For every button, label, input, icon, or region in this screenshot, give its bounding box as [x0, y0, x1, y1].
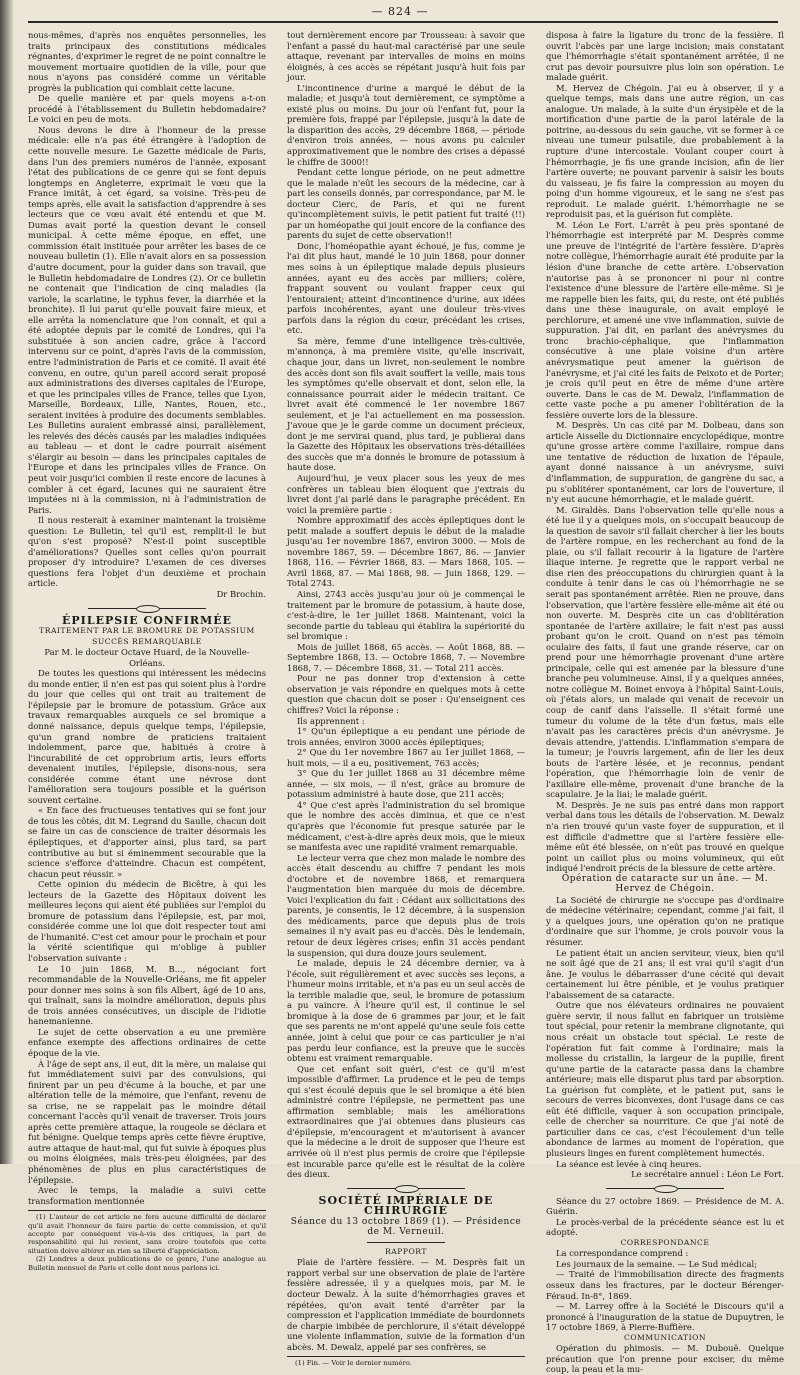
section-label: CORRESPONDANCE [620, 1237, 710, 1247]
paragraph: Il nous resterait à examiner maintenant la troisième question: Le Bulletin, tel qu'il est, remplit-il le but qu'on s'est proposé? N'est-il point susceptible d'améliorations? Quelles sont celles qu'on pourrait proposer d'y introduire? L'examen de ces diverses questions fera l'objet d'un deuxième et prochain article. [28, 515, 266, 589]
paragraph: Nombre approximatif des accès épileptiques dont le petit malade a souffert depuis le début de la maladie jusqu'au 1er novembre 1867, environ 3000. — Mois de novembre 1867, 59. — Décembre 1867, 86. — Janvier 1868, 116. — Février 1868, 83. — Mars 1868, 105. — Avril 1868, 87. — Mai 1868, 98. — Juin 1868, 129. — Total 2743. [287, 515, 525, 589]
ornament-divider [287, 1184, 525, 1192]
section-title: SOCIÉTÉ IMPÉRIALE DE CHIRURGIE [318, 1193, 494, 1218]
byline: Par M. le docteur Octave Huard, de la Nouvelle-Orléans. [44, 647, 250, 668]
paragraph: L'incontinence d'urine a marqué le début de la maladie; et jusqu'à tout dernièrement, ce symptôme a existé plus ou moins. Du jour où l'enfant fut, pour la première fois, frappé par l'épilepsie, jusqu'à la date de la disparition des accès, 29 décembre 1868, — période d'environ trois années, — nous avons pu calculer approximativement que le nombre des crises a dépassé le chiffre de 3000!! [287, 82, 525, 167]
paragraph: Pour ne pas donner trop d'extension à cette observation je vais répondre en quelques mots à cette question que chacun doit se poser : Qu'enseignent ces chiffres? Voici la réponse : [287, 673, 525, 715]
ornament-divider [546, 1184, 784, 1192]
paragraph: Pendant cette longue période, on ne peut admettre que le malade n'eût les secours de la médecine, car à part les conseils donnés, par correspondance, par M. le docteur Cierc, de Paris, et qui ne furent qu'incomplètement suivis, le petit patient fut traité (!!) par un homéopathe qui jouit encore de la confiance des parents du sujet de cette observation!! [287, 167, 525, 241]
paragraph: De toutes les questions qui intéressent les médecins du monde entier, il n'en est pas qui soient plus à l'ordre du jour que celles qui ont trait au traitement de l'épilepsie par le bromure de potassium. Grâce aux travaux remarquables auxquels ce sel bromique a donné naissance, depuis quelque temps, l'épilepsie, qu'un grand nombre de praticiens traitaient indolemment, parce que, habitués à croire à l'incurabilité de cet opprobrium artis, leurs efforts devenaient inutiles, l'épilepsie, disons-nous, sera considérée comme étant une névrose dont l'amélioration sera toujours possible et la guérison souvent certaine. [28, 668, 266, 805]
paragraph: Les journaux de la semaine. — Le Sud médical; [556, 1258, 758, 1269]
paragraph: 3° Que du 1er juillet 1868 au 31 décembre même année, — six mois, — il n'est, grâce au bromure de potassium administré à haute dose, que 211 accès; [287, 768, 525, 800]
section-label: RAPPORT [385, 1246, 427, 1256]
paragraph: M. Hervez de Chégoin. J'ai eu à observer, il y a quelque temps, mais dans une autre région, un cas analogue. Un malade, à la suite d'un érysipèle et de la mortification d'une partie de la paroi latérale de la poitrine, au-dessous du sein gauche, vit se former à ce niveau une tumeur pulsatile, due probablement à la rupture d'une intercostale. Voulant couper court à l'hémorrhagie, je fis une grande incision, afin de lier l'artère ouverte; ne pouvant parvenir à saisir les bouts du vaisseau, je fis faire la compression au moyen du poing d'un homme vigoureux, et le sang ne s'est pas reproduit. Le malade guérit. L'hémorrhagie ne se reproduisit pas, et la guérison fut complète. [546, 82, 784, 220]
paragraph: 4° Que c'est après l'administration du sel bromique que le nombre des accès diminua, et que ce n'est qu'après que l'économie fut presque saturée par le médicament, c'est-à-dire après deux mois, que le mieux se manifesta avec une rapidité vraiment remarquable. [287, 799, 525, 853]
paragraph: Séance du 27 octobre 1869. — Présidence de M. A. Guérin. [546, 1195, 784, 1217]
footnote: (1) Fin. — Voir le dernier numéro. [295, 1359, 412, 1368]
paragraph: Sa mère, femme d'une intelligence très-cultivée, m'annonça, à ma première visite, qu'elle inscrivait, chaque jour, dans un livret, non-seulement le nombre des accès dont son fils avait souffert la veille, mais tous les symptômes qu'elle observait et dont, selon elle, la connaissance pourrait aider le médecin traitant. Ce livret avait été commencé le 1er novembre 1867 seulement, et je l'ai actuellement en ma possession. J'avoue que je le garde comme un document précieux, dont je me servirai quand, plus tard, je publierai dans la Gazette des Hôpitaux les observations très-détaillées des succès que m'a donnés le bromure de potassium à haute dose. [287, 335, 525, 473]
page-number: — 824 — [371, 5, 429, 18]
paragraph: La séance est levée à cinq heures. [556, 1158, 702, 1169]
paragraph: Avec le temps, la maladie a suivi cette transformation mentionnée [28, 1185, 266, 1206]
signature: Dr Brochin. [216, 588, 266, 599]
paragraph: M. Desprès. Un cas cité par M. Dolbeau, dans son article Aisselle du Dictionnaire encyclopédique, montre qu'une grosse artère comme l'axillaire, rompue dans une tentative de réduction de luxation de l'épaule, ayant donné naissance à un anévrysme, suivi d'inflammation, de suppuration, de gangrène du sac, a pu s'oblitérer spontanément, car lors de l'ouverture, il n'y eut aucune hémorrhagie, et le malade guérit. [546, 420, 784, 505]
paragraph: M. Giraldès. Dans l'observation telle qu'elle nous a été lue il y a quelques mois, on s'occupait beaucoup de la question de savoir s'il fallait chercher à lier les bouts de l'artère rompue, en les recherchant au fond de la plaie, ou s'il fallait recourir à la ligature de l'artère iliaque interne. Je regrette que le rapport verbal ne dise rien des préoccupations du chirurgien quant à la conduite à tenir dans le cas où l'hémorrhagie ne se serait pas spontanément arrêtée. Rien ne prouve, dans l'observation, que l'artère fessière elle-même ait été ou non ouverte. M. Desprès cite un cas d'oblitération spontanée de l'artère axillaire; le fait n'est pas aussi probant qu'on le croit. Quand on n'est pas témoin oculaire des faits, il faut une grande réserve, car on prend pour une hémorrhagie provenant d'une artère principale, celle qui est amenée par la blessure d'une branche peu volumineuse. Ainsi, il y a quelques années, notre collègue M. Boinet envoya à l'hôpital Saint-Louis, où j'étais alors, un malade qui venait de recevoir un coup de canif dans l'aisselle. Il s'était formé une tumeur du volume de la tête d'un fœtus, mais elle n'avait pas les caractères précis d'un anévrysme. Je devais attendre, j'attendis. L'inflammation s'empara de la tumeur; je l'ouvris largement, afin de lier les deux bouts de l'artère lésée, et je reconnus, pendant l'opération, que l'hémorrhagie loin de venir de l'axillaire elle-même, provenait d'une branche de la scapulaire. Je la liai; le malade guérit. [546, 504, 784, 800]
paragraph: La correspondance comprend : [556, 1248, 689, 1259]
paragraph: M. Léon Le Fort. L'arrêt à peu près spontané de l'hémorrhagie est interprété par M. Desprès comme une preuve de l'intégrité de l'artère fessière. D'après notre collègue, l'hémorrhagie aurait été produite par la lésion d'une branche de cette artère. L'observation n'autorise pas à se prononcer ni pour ni contre l'existence d'une blessure de l'artère elle-même. Si je me rappelle bien les faits, qui, du reste, ont été publiés dans une thèse inaugurale, on avait employé le perchlorure, et amené une vive inflammation, suivie de suppuration. J'ai dit, en parlant des anévrysmes du tronc brachio-céphalique, que l'inflammation consécutive à une plaie voisine d'un artère anévrysmatique peut amener la guérison de l'anévrysme, et j'ai cité les faits de Peixoto et de Porter; je crois qu'il peut en être de même d'une artère ouverte. Dans le cas de M. Dewalz, l'inflammation de cette vaste poche a pu amener l'oblitération de la fessière ouverte lors de la blessure. [546, 219, 784, 420]
article-subtitle: TRAITEMENT PAR LE BROMURE DE POTASSIUM [39, 626, 255, 636]
paragraph: Ils apprennent : [297, 715, 365, 726]
paragraph: Le lecteur verra que chez mon malade le nombre des accès était descendu au chiffre 7 pendant les mois d'octobre et de novembre 1868, et remarquera l'augmentation bien marquée du mois de décembre. Voici l'explication du fait : Cédant aux sollicitations des parents, je consentis, le 12 décembre, à la suspension des médicaments, parce que depuis plus de trois semaines il n'y avait pas eu d'accès. Dès le lendemain, retour de deux légères crises; enfin 31 accès pendant la suspension, qui dura douze jours seulement. [287, 852, 525, 958]
paragraph: Mois de juillet 1868, 65 accès. — Août 1868, 88. — Septembre 1868, 13. — Octobre 1868, 7. — Novembre 1868, 7. — Décembre 1868, 31. — Total 211 accès. [287, 641, 525, 673]
paragraph: Le malade, depuis le 24 décembre dernier, va à l'école, suit régulièrement et avec succès ses leçons, a l'humeur moins irritable, et n'a pas eu un seul accès de la terrible maladie que, seul, le bromure de potassium a pu vaincre. À l'heure qu'il est, il continue le sel bromique à la dose de 6 grammes par jour, et le fait que ses parents ne m'ont appelé qu'une seule fois cette année, joint à celui que pour ce cas particulier je n'ai pas perdu leur confiance, est la preuve que le succès obtenu est vraiment remarquable. [287, 958, 525, 1064]
paragraph: De quelle manière et par quels moyens a-t-on procédé à l'établissement du Bulletin hebdomadaire? Le voici en peu de mots. [28, 93, 266, 125]
paragraph: Le sujet de cette observation a eu une première enfance exempte des affections ordinaires de cette époque de la vie. [28, 1026, 266, 1058]
paragraph: 1° Qu'un épileptique a eu pendant une période de trois années, environ 3000 accès épileptiques; [287, 726, 525, 747]
paragraph: Plaie de l'artère fessière. — M. Desprès fait un rapport verbal sur une observation de plaie de l'artère fessière adressée, il y a quelques mois, par M. le docteur Dewalz. À la suite d'hémorrhagies graves et répétées, qu'on avait tenté d'arrêter par la compression et l'application immédiate de bourdonnets de charpie imbibée de perchlorure, il s'était développé une violente inflammation, suivie de la formation d'un abcès. M. Dewalz, appelé par ses confrères, se [287, 1257, 525, 1352]
paragraph: Le procès-verbal de la précédente séance est lu et adopté. [546, 1216, 784, 1238]
paragraph: Donc, l'homéopathie ayant échoué, je fus, comme je l'ai dit plus haut, mandé le 10 juin 1868, pour donner mes soins à un épileptique malade depuis plusieurs années, ayant eu des accès par milliers; colère, frappant souvent ou voulant frapper ceux qui l'entouraient; atteint d'incontinence d'urine, aux idées parfois incohérentes, ayant une douleur très-vives parfois dans la région du cœur, précédant les crises, etc. [287, 240, 525, 336]
paragraph: Aujourd'hui, je veux placer sous les yeux de mes confrères un tableau bien éloquent que j'extrais du livret dont j'ai parlé dans le paragraphe précédent. En voici la première partie : [287, 472, 525, 515]
article-title: ÉPILEPSIE CONFIRMÉE [62, 613, 232, 627]
section-label: COMMUNICATION [624, 1332, 706, 1342]
paragraph: Ainsi, 2743 accès jusqu'au jour où je commençai le traitement par le bromure de potassium, à haute dose, c'est-à-dire, le 1er juillet 1868. Maintenant, voici la seconde partie du tableau qui établira la supériorité du sel bromique : [287, 588, 525, 642]
paragraph: disposa à faire la ligature du tronc de la fessière. Il ouvrit l'abcès par une large incision; mais constatant que l'hémorrhagie s'était spontanément arrêtée, il ne crut pas devoir poursuivre plus loin son opération. Le malade guérit. [546, 30, 784, 83]
paragraph: Nous devons le dire à l'honneur de la presse médicale: elle n'a pas été étrangère à l'adoption de cette nouvelle mesure. Le Gazette médicale de Paris, dans l'un des premiers numéros de l'année, exposant l'état des publications de ce genre qui se font depuis longtemps en Angleterre, exprimait le vœu que la France imitât, à cet égard, sa voisine. Très-peu de temps après, elle avait la satisfaction d'apprendre à ses lecteurs que ce vœu avait été entendu et que M. Dumas avait porté la question devant le conseil municipal. À cette même époque, en effet, une commission était instituée pour arrêter les bases de ce nouveau bulletin (1). Elle n'avait alors en sa possession d'autre document, pour la guider dans son travail, que le Bulletin hebdomadaire de Londres (2). Or ce bulletin ne contenait que l'indication de cinq maladies (la variole, la scarlatine, le typhus fever, la diarrhée et la bronchite). Il lui parut qu'elle pouvait faire mieux, et elle arrêta la nomenclature que l'on connaît, et qui a été adoptée depuis par le comité de Londres, qui l'a substituée à son ancien cadre, grâce à l'accord intervenu sur ce point, d'après l'avis de la commission, entre l'administration de Paris et ce comité. Il avait été convenu, en outre, qu'un pareil accord serait proposé aux administrations des diverses capitales de l'Europe, et que les principales villes de France, telles que Lyon, Marseille, Bordeaux, Lille, Nantes, Rouen, etc., seraient invitées à produire des documents semblables. Les Bulletins auraient embrassé ainsi, parallèlement, les relevés des décès causés par les maladies indiquées au tableau — et dont le cadre pourrait aisément s'élargir au besoin — dans les principales capitales de l'Europe et dans les principales villes de France. On peut voir jusqu'ici combien il reste encore de lacunes à combler à cet égard, lacunes qui ne sauraient être imputées ni à la commission, ni à l'administration de Paris. [28, 124, 266, 515]
paragraph: Le 10 juin 1868, M. B..., négociant fort recommandable de la Nouvelle-Orléans, me fit appeler pour donner mes soins à son fils Albert, âgé de 10 ans, qui traînait, sans la moindre amélioration, depuis plus de trois années consécutives, un disciple de l'idiotie hanemanienne. [28, 963, 266, 1027]
footnote: (1) L'auteur de cet article ne fera aucune difficulté de déclarer qu'il avait l'honneur de faire partie de cette commission, et qu'il accepte par conséquent vis-à-vis des critiques, la part de responsabilité qui lui revient, sans croire toutefois que cette situation doive altérer en rien sa liberté d'appréciation. [28, 1213, 266, 1255]
paragraph: Que cet enfant soit guéri, c'est ce qu'il m'est impossible d'affirmer. La prudence et le peu de temps qui s'est écoulé depuis que le sel bromique a été bien administré contre l'épilepsie, ne permettent pas une affirmation semblable; mais les améliorations extraordinaires que j'ai obtenues dans plusieurs cas d'épilepsie, m'encouragent et m'autorisent à avancer que la médecine a le droit de supposer que l'heure est arrivée où il n'est plus permis de croire que l'épilepsie est incurable parce qu'elle est le résultat de la colère des dieux. [287, 1063, 525, 1180]
header-rule [28, 21, 778, 23]
footnotes [28, 1210, 266, 1272]
column-2 [287, 30, 525, 1368]
subsection-title: Opération de cataracte sur un âne. — M. Hervez de Chégoin. [561, 873, 769, 895]
column-3 [546, 30, 784, 1375]
paragraph: 2° Que du 1er novembre 1867 au 1er juillet 1868, — huit mois, — il a eu, positivement, 763 accès; [287, 747, 525, 768]
paragraph: Outre que nos élévateurs ordinaires ne pouvaient guère servir, il nous fallut en fabriquer un troisième tout spécial, pour retenir la membrane clignotante, qui nous créait un obstacle tout spécial. Le reste de l'opération fut fait comme à l'ordinaire; mais la mollesse du cristallin, la largeur de la pupille, firent qu'une partie de la cataracte passa dans la chambre antérieure; mais elle disparut plus tard par absorption. La guérison fut complète, et le patient put, sans le secours de verres biconvexes, dont l'usage dans ce cas eût été difficile, vaquer à son occupation principale, celle de chercher sa nourriture. Ce que j'ai noté de particulier dans ce cas, c'est l'écoulement d'un telle abondance de larmes au moment de l'opération, que plusieurs linges en furent complètement humectés. [546, 1000, 784, 1158]
paragraph: nous-mêmes, d'après nos enquêtes personnelles, les traits principaux des constitutions médicales régnantes, d'exprimer le regret de ne point connaître le mouvement mortuaire quotidien de la ville, pour que nous n'ayons pas considéré comme un véritable progrès la publication qui comblait cette lacune. [28, 30, 266, 93]
ornament-divider [28, 604, 266, 612]
signature: Le secrétaire annuel : Léon Le Fort. [631, 1169, 784, 1180]
short-rule [367, 1242, 445, 1243]
session-header: Séance du 13 octobre 1869 (1). — Présidence de M. Verneuil. [290, 1216, 522, 1238]
paragraph: À l'âge de sept ans, il eut, dit la mère, un malaise qui fut immédiatement suivi par des convulsions, qui finirent par un peu d'écume à la bouche, et par une altération telle de la mémoire, que l'enfant, revenu de sa crise, ne se rappelait pas le moindre détail concernant l'accès qu'il venait de traverser. Trois jours après cette première attaque, la rougeole se déclara et fut bénigne. Quelque temps après cette fièvre éruptive, autre attaque de haut-mal, qui fut suivie à époques plus ou moins éloignées, mais très-peu éloignées, par des phénomènes de plus en plus caractéristiques de l'épilepsie. [28, 1058, 266, 1185]
footnote: (2) Londres a deux publications de ce genre, l'une analogue au Bulletin mensuel de Paris et celle dont nous parlons ici. [28, 1255, 266, 1272]
paragraph: « En face des fructueuses tentatives qui se font jour de tous les côtés, dit M. Legrand du Saulle, chacun doit se faire un cas de conscience de traiter désormais les épileptiques, et d'apporter ainsi, plus tard, sa part contributive au but si éminemment secourable que la science s'efforce d'atteindre. Chacun est compétent, chacun peut réussir. » [28, 805, 266, 879]
paragraph: M. Desprès. Je ne suis pas entré dans mon rapport verbal dans tous les détails de l'observation. M. Dewalz n'a rien trouvé qu'un vaste foyer de suppuration, et il est difficile d'admettre que si l'artère fessière elle-même eût été blessée, on n'eût pas trouvé en quelque point un caillot plus ou moins volumineux, qui eût indiqué l'endroit précis de la blessure de cette artère. [546, 799, 784, 874]
paragraph: Cette opinion du médecin de Bicêtre, à qui les lecteurs de la Gazette des Hôpitaux doivent les meilleures leçons qui aient été publiées sur l'emploi du bromure de potassium dans l'épilepsie, est, par moi, considérée comme une loi que doit respecter tout ami de l'humanité. C'est cet amour pour le prochain et pour la vérité scientifique qui m'oblige à publier l'observation suivante : [28, 879, 266, 964]
column-1 [28, 30, 266, 1272]
footnotes [287, 1356, 525, 1367]
paragraph: tout dernièrement encore par Trousseau: à savoir que l'enfant a passé du haut-mal caractérisé par une seule attaque, revenant par intervalles de moins en moins éloignés, à ces accès se répétant jusqu'à huit fois par jour. [287, 30, 525, 83]
book-spine-shadow [0, 0, 14, 1164]
article-subtitle-2: SUCCÈS REMARQUABLE [92, 636, 202, 646]
paragraph: — M. Larrey offre à la Société le Discours qu'il a prononcé à l'inauguration de la statue de Dupuytren, le 17 octobre 1869, à Pierre-Buffière. [546, 1301, 784, 1333]
paragraph: La Société de chirurgie ne s'occupe pas d'ordinaire de médecine vétérinaire; cependant, comme j'ai fait, il y a quelques jours, une opération qu'on ne pratique d'ordinaire que sur l'homme, je crois pouvoir vous la résumer. [546, 894, 784, 948]
paragraph: Opération du phimosis. — M. Dubouë. Quelque précaution que l'on prenne pour exciser, du même coup, la peau et la mu- [546, 1343, 784, 1375]
paragraph: Le patient était un ancien serviteur, vieux, bien qu'il ne soit âgé que de 21 ans; il est vrai qu'il s'agit d'un âne. Je voulus le débarrasser d'une cécité qui devait certainement lui être pénible, et je voulus pratiquer l'abaissement de sa cataracte. [546, 947, 784, 1000]
paragraph: — Traité de l'immobilisation directe des fragments osseux dans les fractures, par le docteur Bérenger-Féraud. In-8°, 1869. [546, 1269, 784, 1301]
